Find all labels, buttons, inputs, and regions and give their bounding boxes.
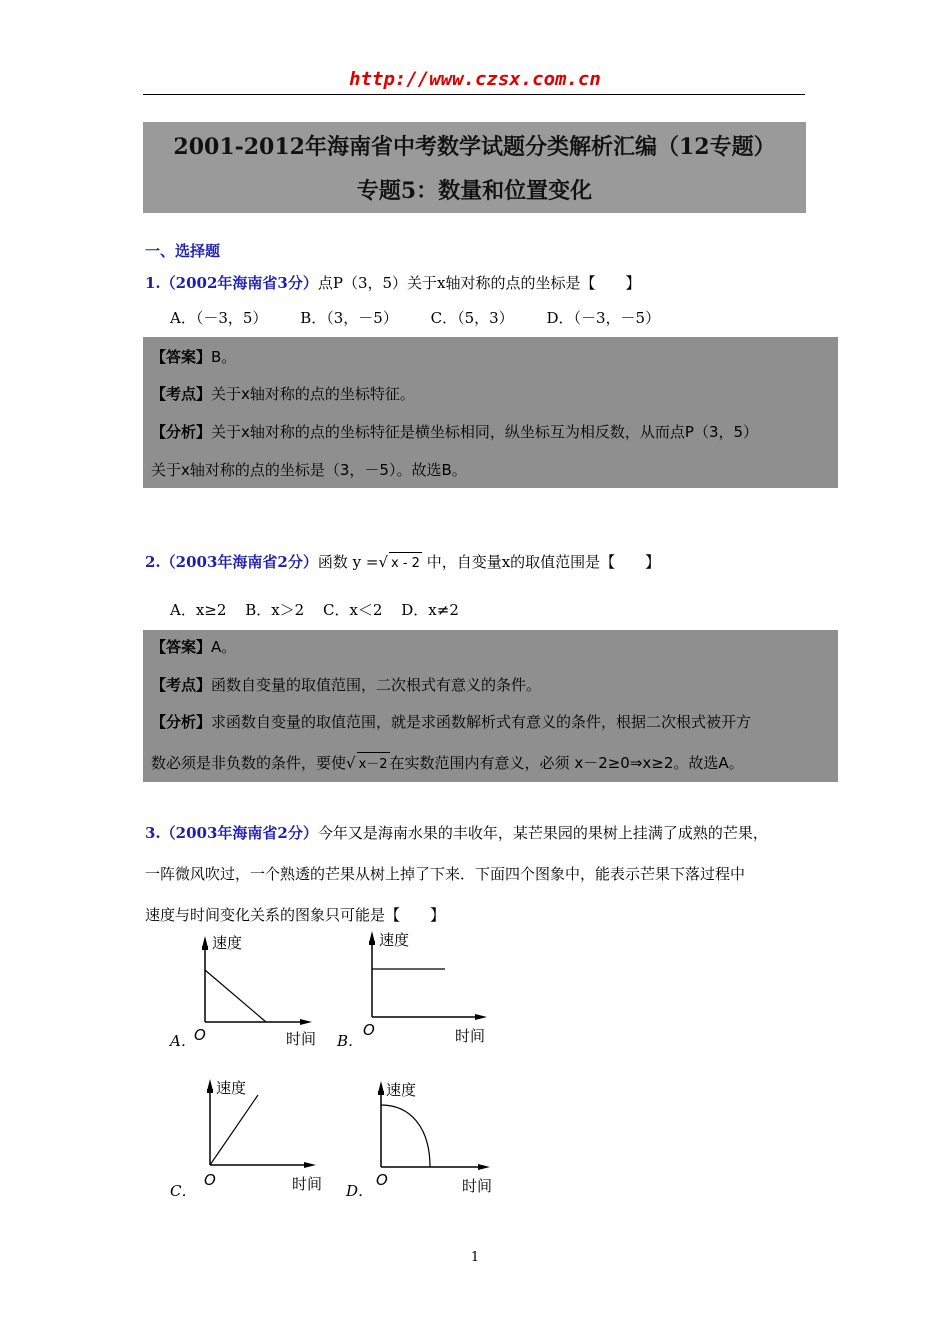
graph-a <box>188 928 328 1048</box>
question-2-source: 2.（2003年海南省2分） <box>145 553 318 571</box>
answer-value: B。 <box>211 348 237 366</box>
question-1-source: 1.（2002年海南省3分） <box>145 274 318 292</box>
origin-label: O <box>194 1026 206 1044</box>
graph-c <box>190 1073 340 1195</box>
question-2-text-after: 中，自变量x的取值范围是【 】 <box>421 553 661 571</box>
answer-label: 【答案】 <box>151 638 212 656</box>
option-b: B．x＞2 <box>245 601 305 619</box>
radicand: x - 2 <box>389 552 422 575</box>
section-heading: 一、选择题 <box>145 242 221 260</box>
graph-d <box>362 1075 512 1197</box>
question-2 <box>145 551 660 575</box>
question-3-line2: 一阵微风吹过，一个熟透的芒果从树上掉了下来．下面四个图象中，能表示芒果下落过程中 <box>145 865 746 883</box>
fenxi-label: 【分析】 <box>151 713 212 731</box>
question-2-solution <box>143 630 838 782</box>
origin-label: O <box>363 1021 375 1039</box>
kaodian-text: 函数自变量的取值范围，二次根式有意义的条件。 <box>211 676 542 694</box>
x-axis-arrow-icon <box>304 1162 316 1168</box>
header-url[interactable]: http://www.czsx.com.cn <box>349 68 601 90</box>
graph-b-label: B． <box>337 1032 364 1050</box>
origin-label: O <box>204 1171 216 1189</box>
header-divider <box>143 94 805 95</box>
fenxi-text-cont-b: 在实数范围内有意义，必须 x－2≥0⇒x≥2。故选A。 <box>389 754 744 772</box>
y-axis-label: 速度 <box>212 934 243 952</box>
y-axis-label: 速度 <box>386 1081 417 1099</box>
option-a: A．（－3，5） <box>170 309 268 327</box>
answer-label: 【答案】 <box>151 348 212 366</box>
graph-c-label: C． <box>170 1182 197 1200</box>
radicand: x－2 <box>357 752 390 772</box>
sqrt-symbol: √ <box>378 553 389 571</box>
curve-increasing <box>210 1095 258 1165</box>
question-3-source: 3.（2003年海南省2分） <box>145 824 318 842</box>
x-axis-label: 时间 <box>455 1027 486 1045</box>
question-3-line1: 今年又是海南水果的丰收年，某芒果园的果树上挂满了成熟的芒果， <box>317 824 768 842</box>
fenxi-label: 【分析】 <box>151 423 212 441</box>
kaodian-text: 关于x轴对称的点的坐标特征。 <box>211 385 415 403</box>
x-axis-label: 时间 <box>292 1175 323 1193</box>
fenxi-text: 关于x轴对称的点的坐标特征是横坐标相同，纵坐标互为相反数，从而点P（3，5） <box>211 423 759 441</box>
x-axis-arrow-icon <box>475 1014 487 1020</box>
graph-d-label: D． <box>346 1182 374 1200</box>
question-1 <box>145 272 641 294</box>
kaodian-label: 【考点】 <box>151 676 212 694</box>
answer-value: A。 <box>211 638 237 656</box>
option-c: C．（5，3） <box>430 309 514 327</box>
question-1-solution <box>143 337 838 488</box>
x-axis-label: 时间 <box>462 1177 493 1195</box>
question-3 <box>145 818 825 930</box>
fenxi-text: 求函数自变量的取值范围，就是求函数解析式有意义的条件，根据二次根式被开方 <box>211 713 752 731</box>
x-axis-arrow-icon <box>478 1164 490 1170</box>
question-1-text: 点P（3，5）关于x轴对称的点的坐标是【 】 <box>317 274 641 292</box>
fenxi-text-cont-a: 数必须是非负数的条件，要使 <box>151 754 347 772</box>
title-banner <box>143 122 806 213</box>
x-axis-arrow-icon <box>300 1019 312 1025</box>
question-2-text-before: 函数 y = <box>317 553 379 571</box>
x-axis-label: 时间 <box>286 1030 317 1048</box>
curve-decelerating <box>381 1105 430 1167</box>
document-title: 2001-2012年海南省中考数学试题分类解析汇编（12专题） <box>173 134 776 160</box>
graph-b <box>355 925 515 1045</box>
question-1-options <box>170 307 688 328</box>
y-axis-label: 速度 <box>216 1079 247 1097</box>
question-2-options <box>170 599 473 620</box>
question-3-line3: 速度与时间变化关系的图象只可能是【 】 <box>145 906 446 924</box>
origin-label: O <box>376 1171 388 1189</box>
option-d: D．x≠2 <box>401 601 459 619</box>
sqrt-symbol: √ <box>346 754 356 772</box>
fenxi-text-cont: 关于x轴对称的点的坐标是（3，－5）。故选B。 <box>151 461 467 479</box>
y-axis-label: 速度 <box>379 931 410 949</box>
graph-a-label: A． <box>170 1032 196 1050</box>
curve-decreasing <box>205 970 266 1022</box>
kaodian-label: 【考点】 <box>151 385 212 403</box>
option-a: A．x≥2 <box>170 601 227 619</box>
option-d: D．（－3，－5） <box>546 309 661 327</box>
document-subtitle: 专题5：数量和位置变化 <box>356 178 593 204</box>
option-c: C．x＜2 <box>323 601 383 619</box>
page-number: 1 <box>470 1250 480 1265</box>
option-b: B．（3，－5） <box>300 309 398 327</box>
